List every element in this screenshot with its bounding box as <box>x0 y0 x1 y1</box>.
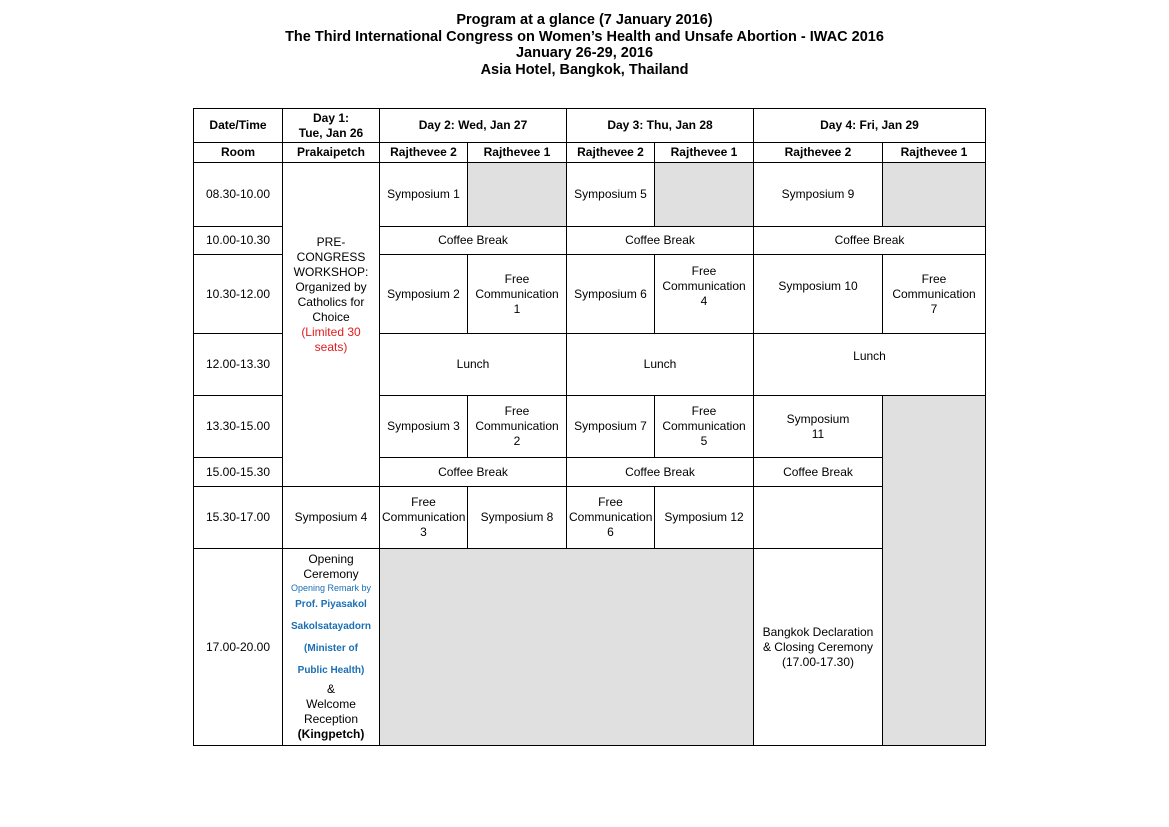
session-cell: Symposium 7 <box>567 396 655 458</box>
table-row <box>194 163 986 227</box>
closing-line: & Closing Ceremony <box>762 639 874 654</box>
fc-label: Communication <box>662 278 746 293</box>
day3-header: Day 3: Thu, Jan 28 <box>567 109 754 143</box>
session-cell: Symposium 10 <box>754 255 883 334</box>
sym11-line1: Symposium <box>786 411 850 426</box>
free-communication-cell <box>468 255 567 334</box>
day2-header: Day 2: Wed, Jan 27 <box>380 109 567 143</box>
empty-cell <box>380 549 754 746</box>
page-title: Program at a glance (7 January 2016) <box>456 12 713 28</box>
fc-number: 7 <box>930 301 938 316</box>
coffee-break-cell: Coffee Break <box>754 458 883 487</box>
free-communication-cell <box>655 255 754 334</box>
empty-cell <box>883 163 986 227</box>
coffee-break-cell: Coffee Break <box>567 458 754 487</box>
fc-number: 4 <box>700 293 708 308</box>
time-cell: 12.00-13.30 <box>194 334 283 396</box>
lunch-cell: Lunch <box>380 334 567 396</box>
opening-remark: Opening Remark by <box>290 583 372 593</box>
session-cell: Symposium 12 <box>655 487 754 549</box>
coffee-break-cell: Coffee Break <box>754 227 986 255</box>
free-communication-cell <box>883 255 986 334</box>
session-cell: Symposium 4 <box>283 487 380 549</box>
page-title-block <box>0 12 1169 78</box>
time-cell: 10.30-12.00 <box>194 255 283 334</box>
fc-label: Free <box>411 495 436 509</box>
fc-label: Free <box>691 263 717 278</box>
session-cell: Symposium 6 <box>567 255 655 334</box>
welcome-line: Welcome <box>306 697 356 711</box>
time-cell: 15.30-17.00 <box>194 487 283 549</box>
session-cell <box>754 396 883 458</box>
fc-label: Communication <box>892 286 976 301</box>
workshop-line: WORKSHOP: <box>293 264 369 279</box>
coffee-break-cell: Coffee Break <box>567 227 754 255</box>
speaker-title: (Minister of <box>304 643 358 654</box>
coffee-break-cell: Coffee Break <box>380 458 567 487</box>
lunch-cell: Lunch <box>754 334 986 396</box>
fc-label: Free <box>504 404 530 418</box>
time-cell: 13.30-15.00 <box>194 396 283 458</box>
room-day3-rajthevee2: Rajthevee 2 <box>567 143 655 163</box>
time-cell: 15.00-15.30 <box>194 458 283 487</box>
opening-ceremony-cell <box>283 549 380 746</box>
opening-line: Opening <box>308 552 354 566</box>
session-cell: Symposium 2 <box>380 255 468 334</box>
session-cell: Symposium 1 <box>380 163 468 227</box>
free-communication-cell <box>655 396 754 458</box>
day1-header-line1: Day 1: <box>312 110 350 125</box>
free-communication-cell <box>567 487 655 549</box>
session-cell: Symposium 8 <box>468 487 567 549</box>
closing-time: (17.00-17.30) <box>781 654 855 669</box>
empty-cell <box>655 163 754 227</box>
workshop-limit: (Limited 30 <box>301 324 361 339</box>
fc-label: Communication <box>475 419 559 433</box>
sym11-line2: 11 <box>811 426 825 441</box>
congress-dates: January 26-29, 2016 <box>515 45 654 61</box>
day4-header: Day 4: Fri, Jan 29 <box>754 109 986 143</box>
schedule-table <box>193 108 986 746</box>
empty-cell <box>883 396 986 746</box>
fc-label: Free <box>598 495 623 509</box>
congress-name: The Third International Congress on Women’s Health and Unsafe Abortion - IWAC 2016 <box>285 28 884 45</box>
fc-label: Communication <box>662 419 746 433</box>
fc-number: 1 <box>513 301 521 316</box>
fc-number: 5 <box>700 434 708 448</box>
fc-number: 2 <box>513 434 521 448</box>
congress-venue: Asia Hotel, Bangkok, Thailand <box>480 61 689 78</box>
time-cell: 10.00-10.30 <box>194 227 283 255</box>
room-day3-rajthevee1: Rajthevee 1 <box>655 143 754 163</box>
coffee-break-cell: Coffee Break <box>380 227 567 255</box>
fc-label: Free <box>921 271 947 286</box>
speaker-name: Prof. Piyasakol <box>295 599 367 610</box>
room-day2-rajthevee1: Rajthevee 1 <box>468 143 567 163</box>
fc-label: Communication <box>475 286 559 301</box>
room-day4-rajthevee2: Rajthevee 2 <box>754 143 883 163</box>
fc-label: Communication <box>382 510 466 524</box>
workshop-line: Catholics for <box>297 294 365 309</box>
table-row <box>194 549 986 746</box>
fc-number: 6 <box>607 525 614 539</box>
workshop-limit: seats) <box>314 339 348 354</box>
fc-label: Communication <box>569 510 653 524</box>
pre-congress-workshop <box>283 163 380 487</box>
lunch-cell: Lunch <box>567 334 754 396</box>
session-cell: Symposium 3 <box>380 396 468 458</box>
room-day4-rajthevee1: Rajthevee 1 <box>883 143 986 163</box>
workshop-line: Choice <box>312 309 350 324</box>
session-cell: Symposium 9 <box>754 163 883 227</box>
datetime-header: Date/Time <box>194 109 283 143</box>
free-communication-cell <box>468 396 567 458</box>
fc-number: 3 <box>420 525 427 539</box>
time-cell: 17.00-20.00 <box>194 549 283 746</box>
table-row <box>194 487 986 549</box>
closing-ceremony-cell <box>754 549 883 746</box>
header-row-days <box>194 109 986 143</box>
closing-line: Bangkok Declaration <box>762 624 874 639</box>
room-day2-rajthevee2: Rajthevee 2 <box>380 143 468 163</box>
empty-cell <box>468 163 567 227</box>
workshop-spacer <box>285 355 377 415</box>
header-row-rooms <box>194 143 986 163</box>
welcome-line: Reception <box>303 712 359 726</box>
speaker-name: Sakolsatayadorn <box>290 621 372 632</box>
fc-label: Free <box>691 404 717 418</box>
speaker-title: Public Health) <box>297 665 365 676</box>
workshop-line: Organized by <box>295 279 367 294</box>
day1-header-line2: Tue, Jan 26 <box>298 125 364 140</box>
workshop-line: CONGRESS <box>296 249 366 264</box>
time-cell: 08.30-10.00 <box>194 163 283 227</box>
opening-line: & <box>326 682 335 696</box>
room-day1: Prakaipetch <box>283 143 380 163</box>
welcome-venue: (Kingpetch) <box>297 727 365 741</box>
opening-line: Ceremony <box>303 567 359 581</box>
fc-label: Free <box>504 271 530 286</box>
room-header: Room <box>194 143 283 163</box>
workshop-line: PRE- <box>316 234 346 249</box>
day1-header <box>283 109 380 143</box>
session-cell: Symposium 5 <box>567 163 655 227</box>
free-communication-cell <box>380 487 468 549</box>
